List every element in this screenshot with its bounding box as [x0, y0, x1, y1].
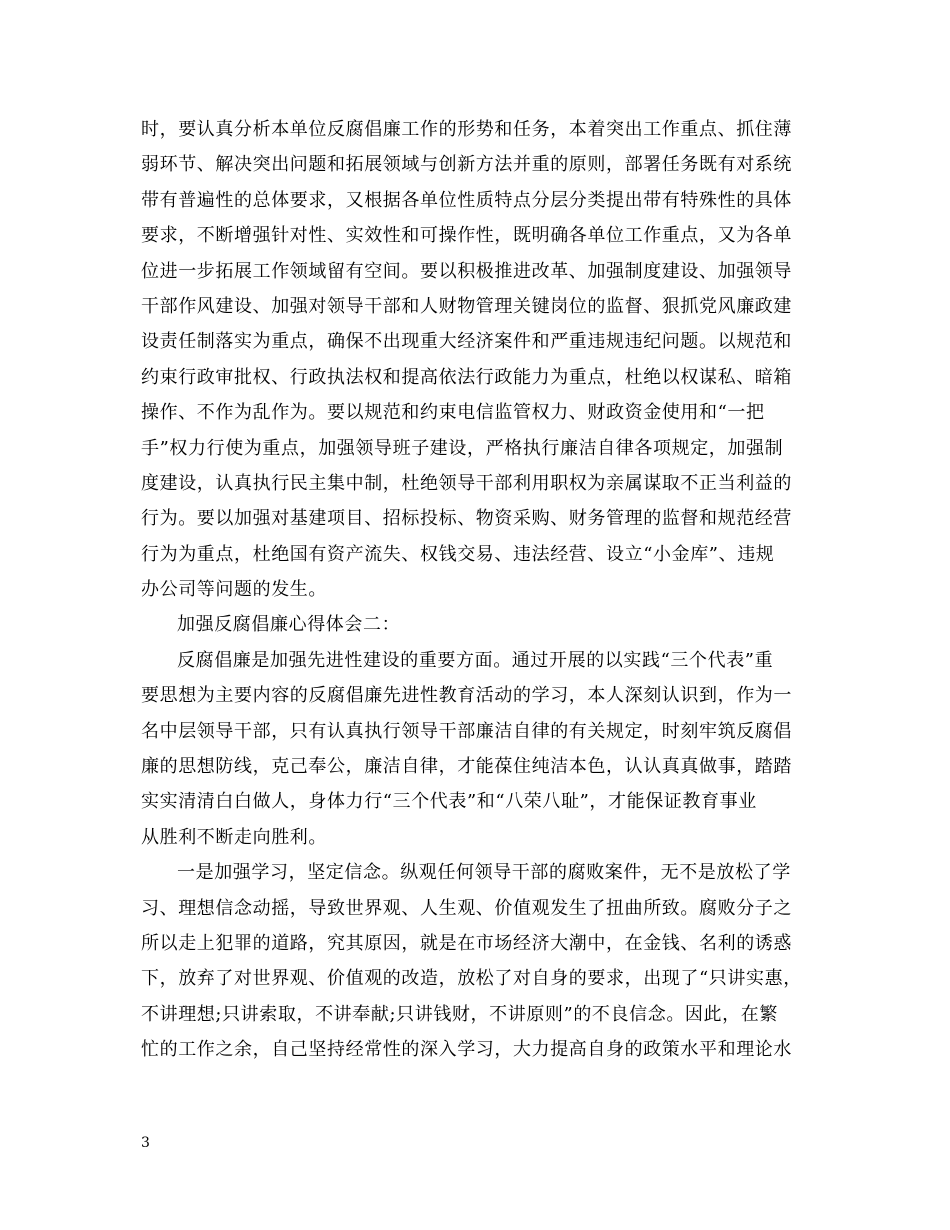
text-line: 下，放弃了对世界观、价值观的改造，放松了对自身的要求，出现了“只讲实惠，: [141, 968, 802, 990]
text-line: 行为。要以加强对基建项目、招标投标、物资采购、财务管理的监督和规范经营: [141, 508, 792, 530]
text-line: 加强反腐倡廉心得体会二：: [177, 614, 401, 636]
document-body: [141, 112, 821, 1068]
text-line: 约束行政审批权、行政执法权和提高依法行政能力为重点，杜绝以权谋私、暗箱: [141, 366, 792, 388]
text-line: 带有普遍性的总体要求，又根据各单位性质特点分层分类提出带有特殊性的具体: [141, 189, 792, 211]
text-line: 干部作风建设、加强对领导干部和人财物管理关键岗位的监督、狠抓党风廉政建: [141, 295, 792, 317]
text-line: 弱环节、解决突出问题和拓展领域与创新方法并重的原则，部署任务既有对系统: [141, 154, 792, 176]
text-line: 习、理想信念动摇，导致世界观、人生观、价值观发生了扭曲所致。腐败分子之: [141, 897, 792, 919]
text-line: 手”权力行使为重点，加强领导班子建设，严格执行廉洁自律各项规定，加强制: [141, 437, 784, 459]
text-line: 要求，不断增强针对性、实效性和可操作性，既明确各单位工作重点，又为各单: [141, 225, 792, 247]
text-line: 反腐倡廉是加强先进性建设的重要方面。通过开展的以实践“三个代表”重: [177, 649, 774, 671]
text-line: 实实清清白白做人，身体力行“三个代表”和“八荣八耻”，才能保证教育事业: [141, 791, 757, 813]
text-line: 度建设，认真执行民主集中制，杜绝领导干部利用职权为亲属谋取不正当利益的: [141, 472, 792, 494]
text-line: 名中层领导干部，只有认真执行领导干部廉洁自律的有关规定，时刻牢筑反腐倡: [141, 720, 792, 742]
text-line: 所以走上犯罪的道路，究其原因，就是在市场经济大潮中，在金钱、名利的诱惑: [141, 932, 792, 954]
text-line: 忙的工作之余，自己坚持经常性的深入学习，大力提高自身的政策水平和理论水: [141, 1039, 792, 1061]
text-line: 办公司等问题的发生。: [141, 579, 327, 601]
text-line: 操作、不作为乱作为。要以规范和约束电信监管权力、财政资金使用和“一把: [141, 402, 765, 424]
text-line: 要思想为主要内容的反腐倡廉先进性教育活动的学习，本人深刻认识到，作为一: [141, 685, 792, 707]
text-line: 时，要认真分析本单位反腐倡廉工作的形势和任务，本着突出工作重点、抓住薄: [141, 119, 792, 140]
text-line: 廉的思想防线，克己奉公，廉洁自律，才能葆住纯洁本色，认认真真做事，踏踏: [141, 756, 792, 778]
text-line: 一是加强学习，坚定信念。纵观任何领导干部的腐败案件，无不是放松了学: [177, 862, 791, 884]
text-line: 位进一步拓展工作领域留有空间。要以积极推进改革、加强制度建设、加强领导: [141, 260, 792, 282]
page-number: 3: [141, 1135, 150, 1151]
text-line: 行为为重点，杜绝国有资产流失、权钱交易、违法经营、设立“小金库”、违规: [141, 543, 775, 565]
text-line: 从胜利不断走向胜利。: [141, 826, 327, 848]
text-line: 设责任制落实为重点，确保不出现重大经济案件和严重违规违纪问题。以规范和: [141, 331, 792, 353]
text-line: 不讲理想;只讲索取，不讲奉献;只讲钱财，不讲原则”的不良信念。因此，在繁: [141, 1003, 778, 1025]
